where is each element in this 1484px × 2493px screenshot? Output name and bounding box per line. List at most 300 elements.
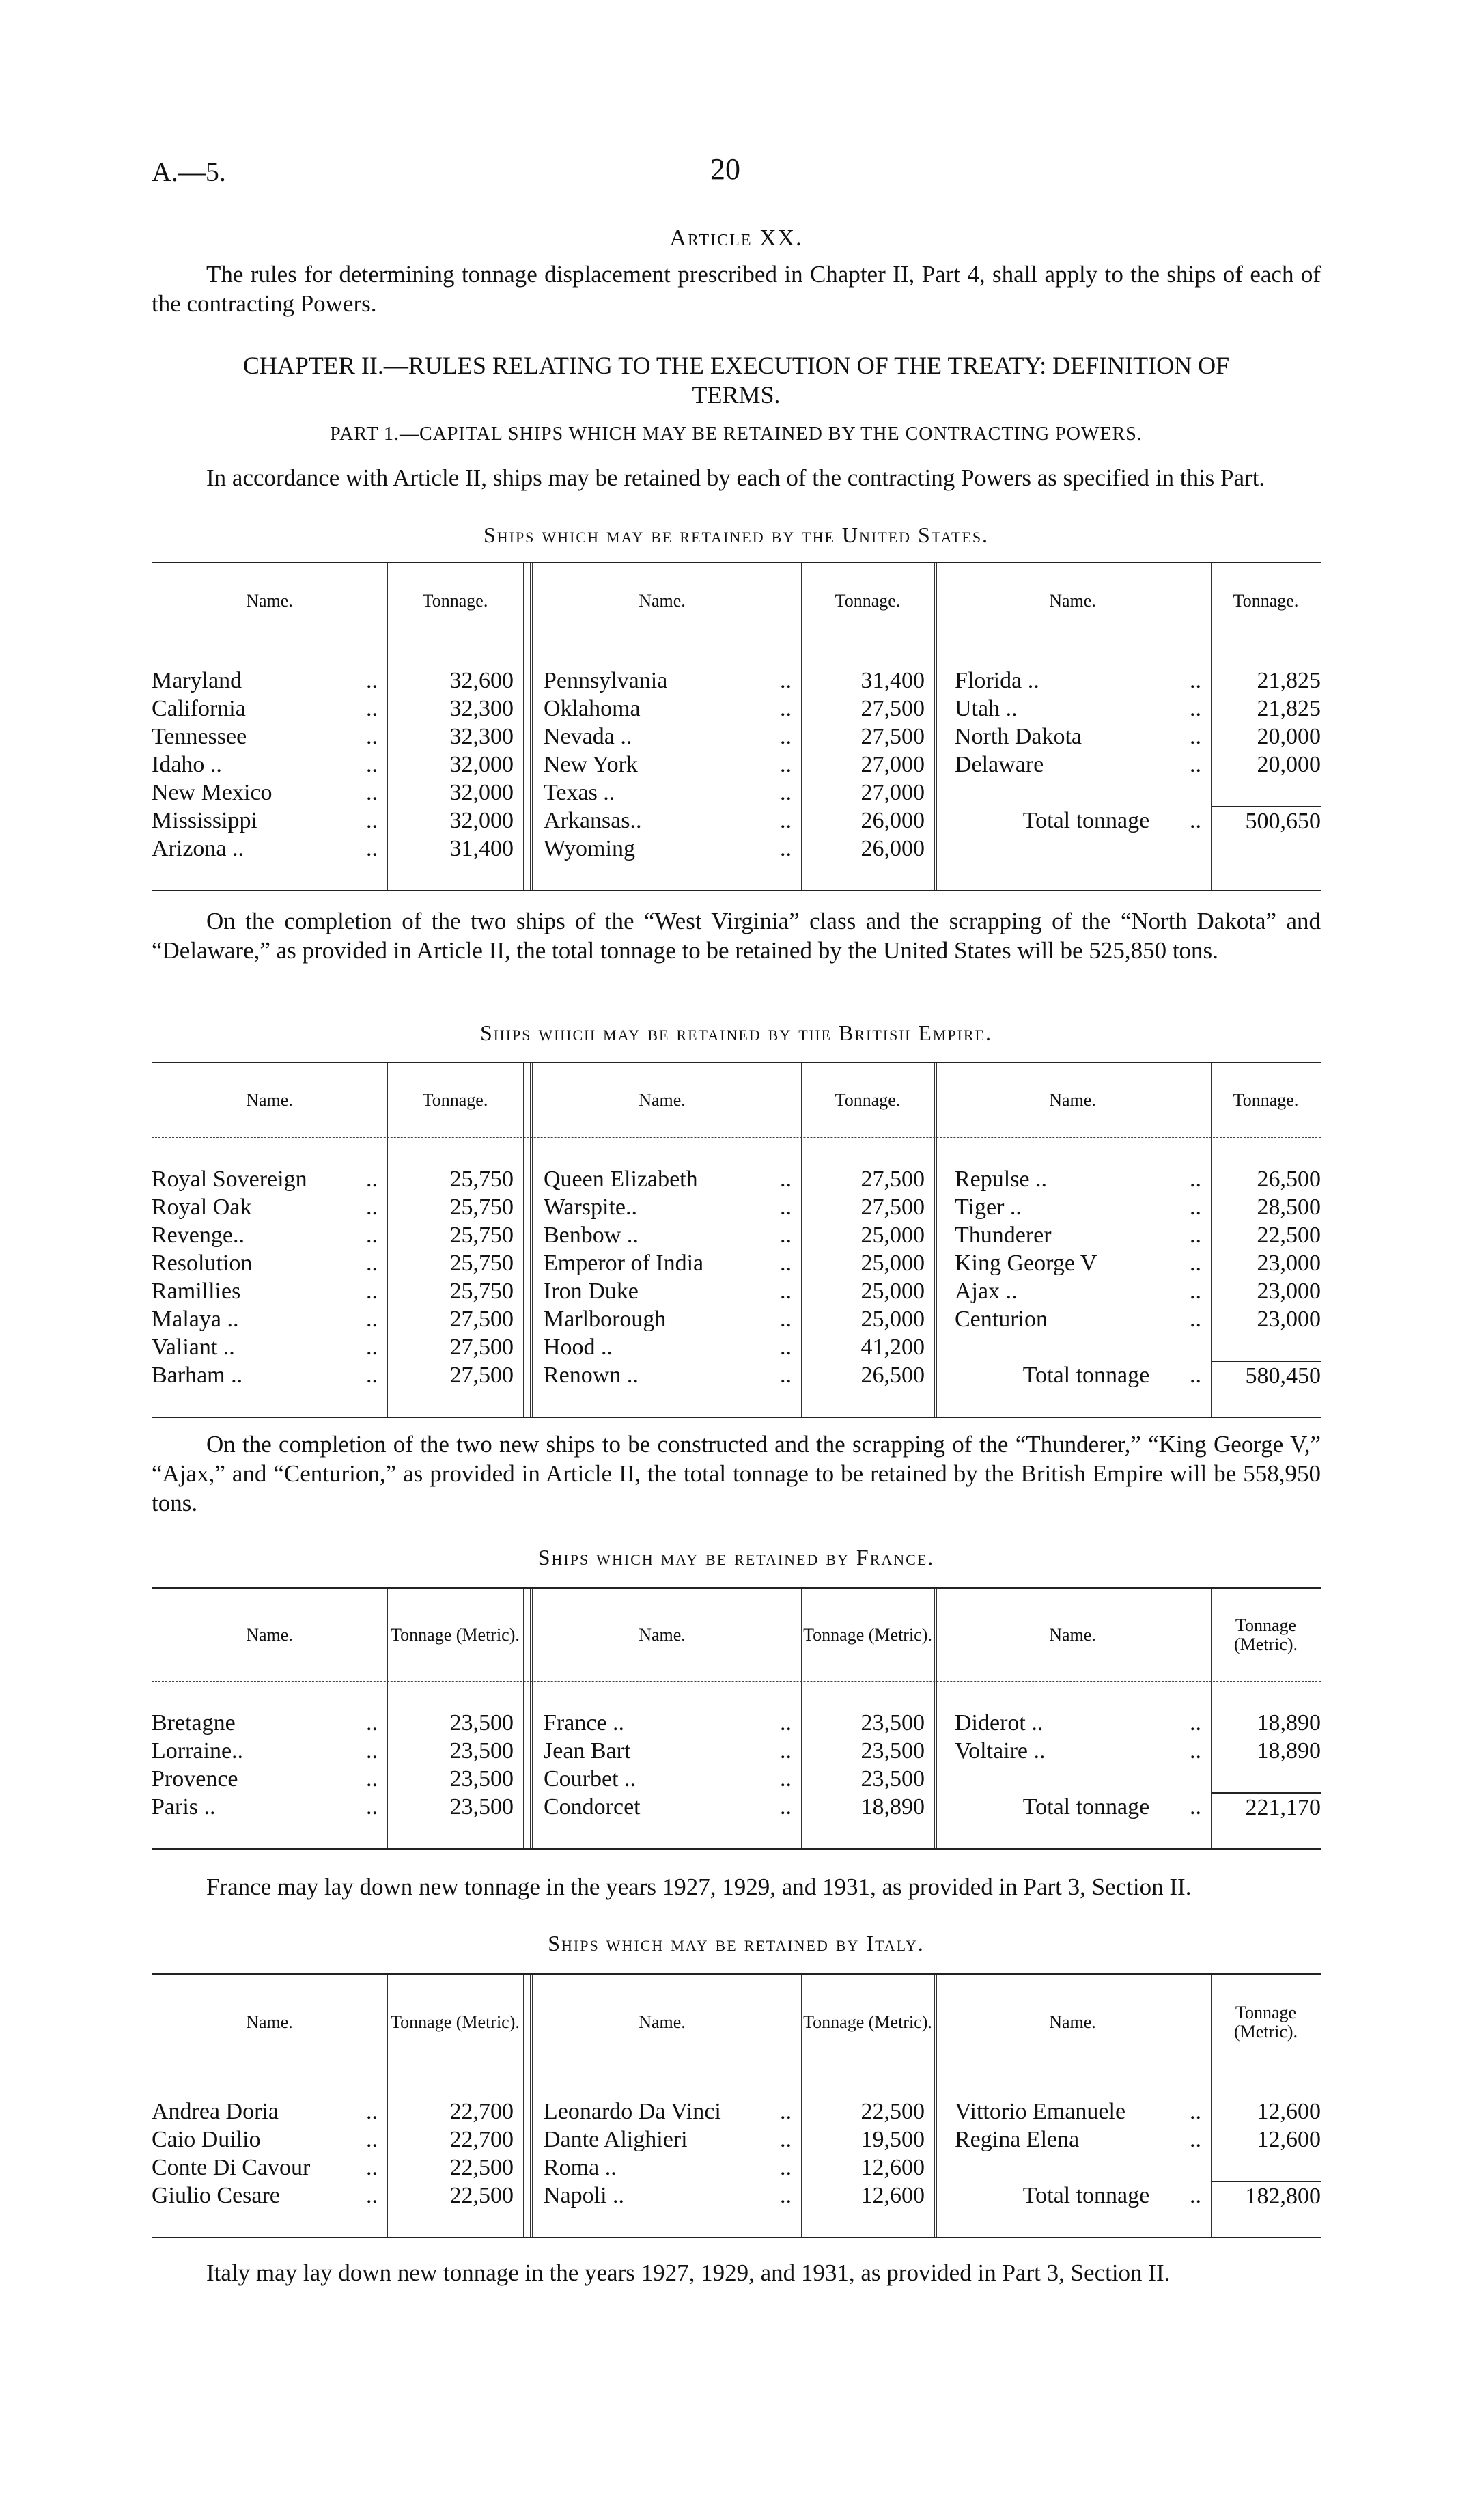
ship-name: Centurion (955, 1307, 1048, 1332)
ship-tonnage: 22,500 (1257, 1223, 1321, 1248)
ship-tonnage: 22,500 (449, 2155, 514, 2180)
column-divider (530, 1063, 533, 1417)
ship-name: North Dakota (955, 724, 1082, 749)
column-header: Name. (246, 1090, 293, 1110)
column-header: Name. (246, 591, 293, 611)
name-cell (152, 1165, 387, 1193)
ship-tonnage: 27,500 (860, 696, 925, 721)
leader-dots: .. (1190, 1710, 1201, 1736)
table-row (152, 1709, 1321, 1737)
ship-tonnage: 21,825 (1257, 696, 1321, 721)
leader-dots: .. (366, 1167, 378, 1192)
name-cell (523, 723, 801, 751)
ship-name: Regina Elena (955, 2127, 1080, 2152)
ship-tonnage: 12,600 (860, 2155, 925, 2180)
column-header: Tonnage (Metric). (803, 2011, 932, 2032)
name-cell (152, 2154, 387, 2182)
ship-name: Pennsylvania (544, 668, 668, 693)
name-cell (934, 2126, 1211, 2154)
tonnage-cell (1211, 779, 1321, 807)
ship-name: Giulio Cesare (152, 2183, 280, 2208)
column-divider (530, 1975, 533, 2237)
name-cell (523, 695, 801, 723)
table-caption: Ships which may be retained by the British Empire. (479, 1020, 992, 1045)
ship-tonnage: 32,000 (449, 752, 514, 777)
ship-name: Royal Sovereign (152, 1167, 307, 1192)
ship-tonnage: 27,000 (860, 780, 925, 805)
leader-dots: .. (366, 780, 378, 805)
table-row (152, 1249, 1321, 1277)
ship-tonnage: 23,000 (1257, 1307, 1321, 1332)
ship-tonnage: 32,000 (449, 780, 514, 805)
name-cell (152, 1709, 387, 1737)
name-cell (152, 807, 387, 835)
column-divider (387, 1975, 388, 2237)
ship-name: Warspite.. (544, 1195, 637, 1220)
column-divider (801, 1589, 802, 1848)
leader-dots: .. (366, 1251, 378, 1276)
name-cell (934, 1221, 1211, 1249)
column-divider (530, 563, 533, 890)
name-cell (523, 807, 801, 835)
leader-dots: .. (780, 1710, 792, 1736)
name-cell (934, 695, 1211, 723)
name-cell (152, 1277, 387, 1305)
name-cell (934, 1305, 1211, 1333)
ship-tonnage: 26,500 (860, 1363, 925, 1388)
leader-dots: .. (780, 752, 792, 777)
table-note: Italy may lay down new tonnage in the years 1927, 1929, and 1931, as provided in Part 3, Section II. (206, 2259, 1171, 2286)
ship-name: Marlborough (544, 1307, 667, 1332)
ship-tonnage: 27,500 (860, 1167, 925, 1192)
ship-tonnage: 23,500 (449, 1738, 514, 1764)
article-text: The rules for determining tonnage displacement prescribed in Chapter II, Part 4, shall apply to the ships of each of the contracting Powers. (152, 261, 1321, 317)
leader-dots: .. (780, 696, 792, 721)
name-cell (934, 1193, 1211, 1221)
ship-tonnage: 23,500 (449, 1766, 514, 1792)
table-row (152, 723, 1321, 751)
table-header-row (152, 563, 1321, 639)
ship-name: Hood .. (544, 1335, 613, 1360)
name-cell (152, 1333, 387, 1361)
ship-tonnage: 27,500 (860, 724, 925, 749)
leader-dots: .. (780, 836, 792, 861)
table-row (152, 2154, 1321, 2182)
ship-name: Provence (152, 1766, 238, 1792)
ship-tonnage: 23,000 (1257, 1279, 1321, 1304)
ship-name: Bretagne (152, 1710, 236, 1736)
table-caption: Ships which may be retained by Italy. (548, 1931, 925, 1955)
ship-name: Courbet .. (544, 1766, 636, 1792)
ship-name: Ramillies (152, 1279, 241, 1304)
total-tonnage: 580,450 (1211, 1361, 1321, 1389)
leader-dots: .. (1190, 668, 1201, 693)
leader-dots: .. (366, 1223, 378, 1248)
column-divider (934, 1589, 937, 1848)
name-cell (934, 2098, 1211, 2126)
leader-dots: .. (780, 724, 792, 749)
table-row (152, 695, 1321, 723)
name-cell (152, 1249, 387, 1277)
name-cell (523, 779, 801, 807)
leader-dots: .. (780, 1335, 792, 1360)
leader-dots: .. (1190, 1363, 1201, 1388)
ship-tonnage: 20,000 (1257, 724, 1321, 749)
ship-name: Utah .. (955, 696, 1018, 721)
ship-tonnage: 22,700 (449, 2099, 514, 2124)
leader-dots: .. (1190, 1794, 1201, 1820)
table-row (152, 1737, 1321, 1765)
name-cell (152, 1737, 387, 1765)
ship-tonnage: 23,500 (860, 1738, 925, 1764)
name-cell (934, 1737, 1211, 1765)
column-header: Tonnage. (422, 591, 488, 611)
name-cell (152, 2098, 387, 2126)
ship-tonnage: 20,000 (1257, 752, 1321, 777)
ship-tonnage: 41,200 (860, 1335, 925, 1360)
leader-dots: .. (366, 1307, 378, 1332)
table-row (152, 1305, 1321, 1333)
part-text: In accordance with Article II, ships may be retained by each of the contracting Powers as specified in this Part. (206, 464, 1265, 491)
name-cell (152, 1361, 387, 1389)
ship-name: Paris .. (152, 1794, 216, 1820)
ships-table (152, 562, 1321, 891)
leader-dots: .. (366, 2155, 378, 2180)
leader-dots: .. (780, 808, 792, 833)
leader-dots: .. (366, 2099, 378, 2124)
name-cell (934, 2154, 1211, 2182)
ship-tonnage: 32,300 (449, 696, 514, 721)
table-caption: Ships which may be retained by the United States. (483, 523, 990, 547)
leader-dots: .. (780, 1307, 792, 1332)
name-cell (152, 2182, 387, 2210)
column-header: Name. (1049, 2011, 1096, 2032)
ship-name: Arkansas.. (544, 808, 642, 833)
table-row (152, 1765, 1321, 1793)
ship-name: Arizona .. (152, 836, 244, 861)
tonnage-cell (1211, 1765, 1321, 1793)
table-header-row (152, 1589, 1321, 1682)
ship-name: Leonardo Da Vinci (544, 2099, 721, 2124)
column-header: Tonnage (Metric). (391, 2011, 520, 2032)
ship-name: Vittorio Emanuele (955, 2099, 1126, 2124)
name-cell (523, 1249, 801, 1277)
column-divider (934, 563, 937, 890)
name-cell (934, 779, 1211, 807)
leader-dots: .. (780, 2183, 792, 2208)
name-cell (152, 695, 387, 723)
name-cell (523, 2182, 801, 2210)
column-divider (523, 1063, 524, 1417)
name-cell (934, 835, 1211, 863)
column-header: Name. (639, 1090, 686, 1110)
ship-name: Lorraine.. (152, 1738, 244, 1764)
name-cell (152, 723, 387, 751)
name-cell (152, 667, 387, 695)
ship-tonnage: 18,890 (1257, 1710, 1321, 1736)
ship-name: Andrea Doria (152, 2099, 279, 2124)
ships-table (152, 1973, 1321, 2238)
leader-dots: .. (780, 2155, 792, 2180)
name-cell (934, 1793, 1211, 1821)
ship-name: Renown .. (544, 1363, 639, 1388)
leader-dots: .. (1190, 724, 1201, 749)
ship-name: California (152, 696, 246, 721)
name-cell (523, 751, 801, 779)
table-row (152, 1221, 1321, 1249)
table-row (152, 1361, 1321, 1389)
column-header: Name. (246, 1624, 293, 1645)
column-divider (1211, 1975, 1212, 2237)
name-cell (523, 1765, 801, 1793)
ship-tonnage: 18,890 (1257, 1738, 1321, 1764)
ship-tonnage: 25,750 (449, 1279, 514, 1304)
ship-name: Repulse .. (955, 1167, 1048, 1192)
ship-tonnage: 23,500 (449, 1710, 514, 1736)
ship-tonnage: 25,000 (860, 1307, 925, 1332)
ship-name: Thunderer (955, 1223, 1052, 1248)
leader-dots: .. (366, 752, 378, 777)
column-divider (801, 1975, 802, 2237)
ship-name: Emperor of India (544, 1251, 704, 1276)
ship-tonnage: 27,500 (449, 1307, 514, 1332)
ship-name: Roma .. (544, 2155, 617, 2180)
column-header: Name. (1049, 1090, 1096, 1110)
leader-dots: .. (780, 780, 792, 805)
total-tonnage: 221,170 (1211, 1792, 1321, 1821)
ship-name: Conte Di Cavour (152, 2155, 311, 2180)
ship-name: Barham .. (152, 1363, 243, 1388)
name-cell (523, 1221, 801, 1249)
name-cell (523, 1193, 801, 1221)
ship-tonnage: 12,600 (1257, 2127, 1321, 2152)
table-note: France may lay down new tonnage in the years 1927, 1929, and 1931, as provided in Part 3, Section II. (206, 1874, 1192, 1900)
ship-tonnage: 25,000 (860, 1279, 925, 1304)
leader-dots: .. (366, 1738, 378, 1764)
ship-tonnage: 12,600 (860, 2183, 925, 2208)
column-header: Name. (639, 2011, 686, 2032)
leader-dots: .. (366, 2183, 378, 2208)
column-divider (934, 1975, 937, 2237)
leader-dots: .. (1190, 2099, 1201, 2124)
leader-dots: .. (780, 668, 792, 693)
tonnage-cell (1211, 2154, 1321, 2182)
ship-tonnage: 26,500 (1257, 1167, 1321, 1192)
name-cell (934, 1333, 1211, 1361)
leader-dots: .. (1190, 1251, 1201, 1276)
table-caption: Ships which may be retained by France. (537, 1545, 935, 1570)
column-header: Tonnage (Metric). (391, 1624, 520, 1645)
ship-tonnage: 27,500 (449, 1363, 514, 1388)
ship-name: Idaho .. (152, 752, 222, 777)
column-header: Name. (639, 591, 686, 611)
name-cell (152, 1193, 387, 1221)
column-divider (801, 1063, 802, 1417)
ship-tonnage: 32,600 (449, 668, 514, 693)
leader-dots: .. (1190, 752, 1201, 777)
leader-dots: .. (780, 1279, 792, 1304)
ship-name: Voltaire .. (955, 1738, 1046, 1764)
ship-name: Diderot .. (955, 1710, 1044, 1736)
column-header: Tonnage (Metric). (803, 1624, 932, 1645)
ship-tonnage: 25,750 (449, 1251, 514, 1276)
article-title: Article XX. (669, 225, 803, 251)
leader-dots: .. (780, 1794, 792, 1820)
leader-dots: .. (1190, 1307, 1201, 1332)
table-row (152, 2126, 1321, 2154)
name-cell (934, 1249, 1211, 1277)
name-cell (152, 1305, 387, 1333)
table-header-row (152, 1063, 1321, 1138)
name-cell (152, 751, 387, 779)
name-cell (523, 2126, 801, 2154)
name-cell (934, 1361, 1211, 1389)
ship-tonnage: 23,500 (860, 1710, 925, 1736)
column-divider (530, 1589, 533, 1848)
ship-name: New Mexico (152, 780, 272, 805)
ship-tonnage: 22,700 (449, 2127, 514, 2152)
leader-dots: .. (366, 1794, 378, 1820)
name-cell (523, 1737, 801, 1765)
table-row (152, 1793, 1321, 1821)
column-divider (387, 563, 388, 890)
document-reference: A.—5. (152, 156, 226, 187)
ship-name: Mississippi (152, 808, 257, 833)
leader-dots: .. (1190, 1738, 1201, 1764)
ship-name: Tiger .. (955, 1195, 1022, 1220)
column-header: Name. (639, 1624, 686, 1645)
column-divider (934, 1063, 937, 1417)
column-divider (523, 563, 524, 890)
column-divider (1211, 1063, 1212, 1417)
name-cell (152, 2126, 387, 2154)
ship-tonnage: 31,400 (860, 668, 925, 693)
ship-tonnage: 22,500 (860, 2099, 925, 2124)
leader-dots: .. (366, 724, 378, 749)
leader-dots: .. (366, 1279, 378, 1304)
leader-dots: .. (366, 1195, 378, 1220)
column-header: Tonnage. (835, 591, 901, 611)
part-title: PART 1.—CAPITAL SHIPS WHICH MAY BE RETAINED BY THE CONTRACTING POWERS. (330, 423, 1143, 445)
leader-dots: .. (1190, 2183, 1201, 2208)
table-row (152, 1193, 1321, 1221)
ship-tonnage: 28,500 (1257, 1195, 1321, 1220)
ship-tonnage: 31,400 (449, 836, 514, 861)
leader-dots: .. (780, 1738, 792, 1764)
column-header: Tonnage. (1233, 1090, 1299, 1110)
leader-dots: .. (366, 1766, 378, 1792)
ship-name: Maryland (152, 668, 242, 693)
leader-dots: .. (366, 1335, 378, 1360)
ship-tonnage: 26,000 (860, 808, 925, 833)
name-cell (523, 1333, 801, 1361)
column-divider (387, 1589, 388, 1848)
column-header: Tonnage. (422, 1090, 488, 1110)
name-cell (523, 2154, 801, 2182)
ship-tonnage: 25,750 (449, 1223, 514, 1248)
ships-table (152, 1062, 1321, 1418)
leader-dots: .. (1190, 1279, 1201, 1304)
ship-name: Florida .. (955, 668, 1039, 693)
name-cell (523, 1709, 801, 1737)
leader-dots: .. (1190, 2127, 1201, 2152)
ship-tonnage: 23,500 (449, 1794, 514, 1820)
name-cell (934, 1277, 1211, 1305)
table-header-row (152, 1975, 1321, 2070)
column-header: Tonnage. (1233, 591, 1299, 611)
ship-tonnage: 21,825 (1257, 668, 1321, 693)
column-header: Tonnage (Metric). (1233, 1615, 1298, 1654)
leader-dots: .. (780, 2099, 792, 2124)
page-number: 20 (710, 152, 740, 186)
name-cell (934, 751, 1211, 779)
table-row (152, 1277, 1321, 1305)
ship-name: Caio Duilio (152, 2127, 261, 2152)
leader-dots: .. (366, 1363, 378, 1388)
ship-tonnage: 32,000 (449, 808, 514, 833)
ship-name: Tennessee (152, 724, 247, 749)
ship-tonnage: 25,750 (449, 1195, 514, 1220)
table-row (152, 667, 1321, 695)
column-divider (523, 1975, 524, 2237)
name-cell (523, 667, 801, 695)
table-row (152, 835, 1321, 863)
ship-tonnage: 25,000 (860, 1251, 925, 1276)
tonnage-cell (1211, 835, 1321, 863)
name-cell (934, 807, 1211, 835)
ship-name: Jean Bart (544, 1738, 631, 1764)
ship-tonnage: 32,300 (449, 724, 514, 749)
ship-name: Queen Elizabeth (544, 1167, 698, 1192)
leader-dots: .. (780, 1363, 792, 1388)
leader-dots: .. (366, 696, 378, 721)
leader-dots: .. (780, 1167, 792, 1192)
ship-tonnage: 26,000 (860, 836, 925, 861)
column-header: Name. (1049, 1624, 1096, 1645)
column-header: Name. (246, 2011, 293, 2032)
ship-tonnage: 23,500 (860, 1766, 925, 1792)
name-cell (523, 1277, 801, 1305)
leader-dots: .. (366, 1710, 378, 1736)
name-cell (523, 1165, 801, 1193)
table-note: On the completion of the two new ships to be constructed and the scrapping of the “Thunderer,” “King George V,” “Ajax,” and “Centurion,” as provided in Article II, the total tonnage to be retained by the British Empire will be 558,950 tons. (152, 1431, 1321, 1516)
ship-tonnage: 27,000 (860, 752, 925, 777)
name-cell (934, 1709, 1211, 1737)
total-label: Total tonnage (1022, 1363, 1150, 1388)
column-divider (1211, 1589, 1212, 1848)
table-row (152, 1165, 1321, 1193)
name-cell (934, 1165, 1211, 1193)
table-row (152, 2182, 1321, 2210)
ships-table (152, 1587, 1321, 1850)
name-cell (934, 723, 1211, 751)
ship-name: Texas .. (544, 780, 615, 805)
column-divider (801, 563, 802, 890)
table-row (152, 807, 1321, 835)
total-tonnage: 500,650 (1211, 806, 1321, 835)
total-label: Total tonnage (1022, 808, 1150, 833)
leader-dots: .. (1190, 1195, 1201, 1220)
ship-tonnage: 27,500 (449, 1335, 514, 1360)
total-label: Total tonnage (1022, 1794, 1150, 1820)
leader-dots: .. (1190, 808, 1201, 833)
ship-tonnage: 22,500 (449, 2183, 514, 2208)
ship-tonnage: 25,750 (449, 1167, 514, 1192)
leader-dots: .. (780, 1195, 792, 1220)
ship-tonnage: 12,600 (1257, 2099, 1321, 2124)
ship-name: Delaware (955, 752, 1044, 777)
ship-name: New York (544, 752, 638, 777)
